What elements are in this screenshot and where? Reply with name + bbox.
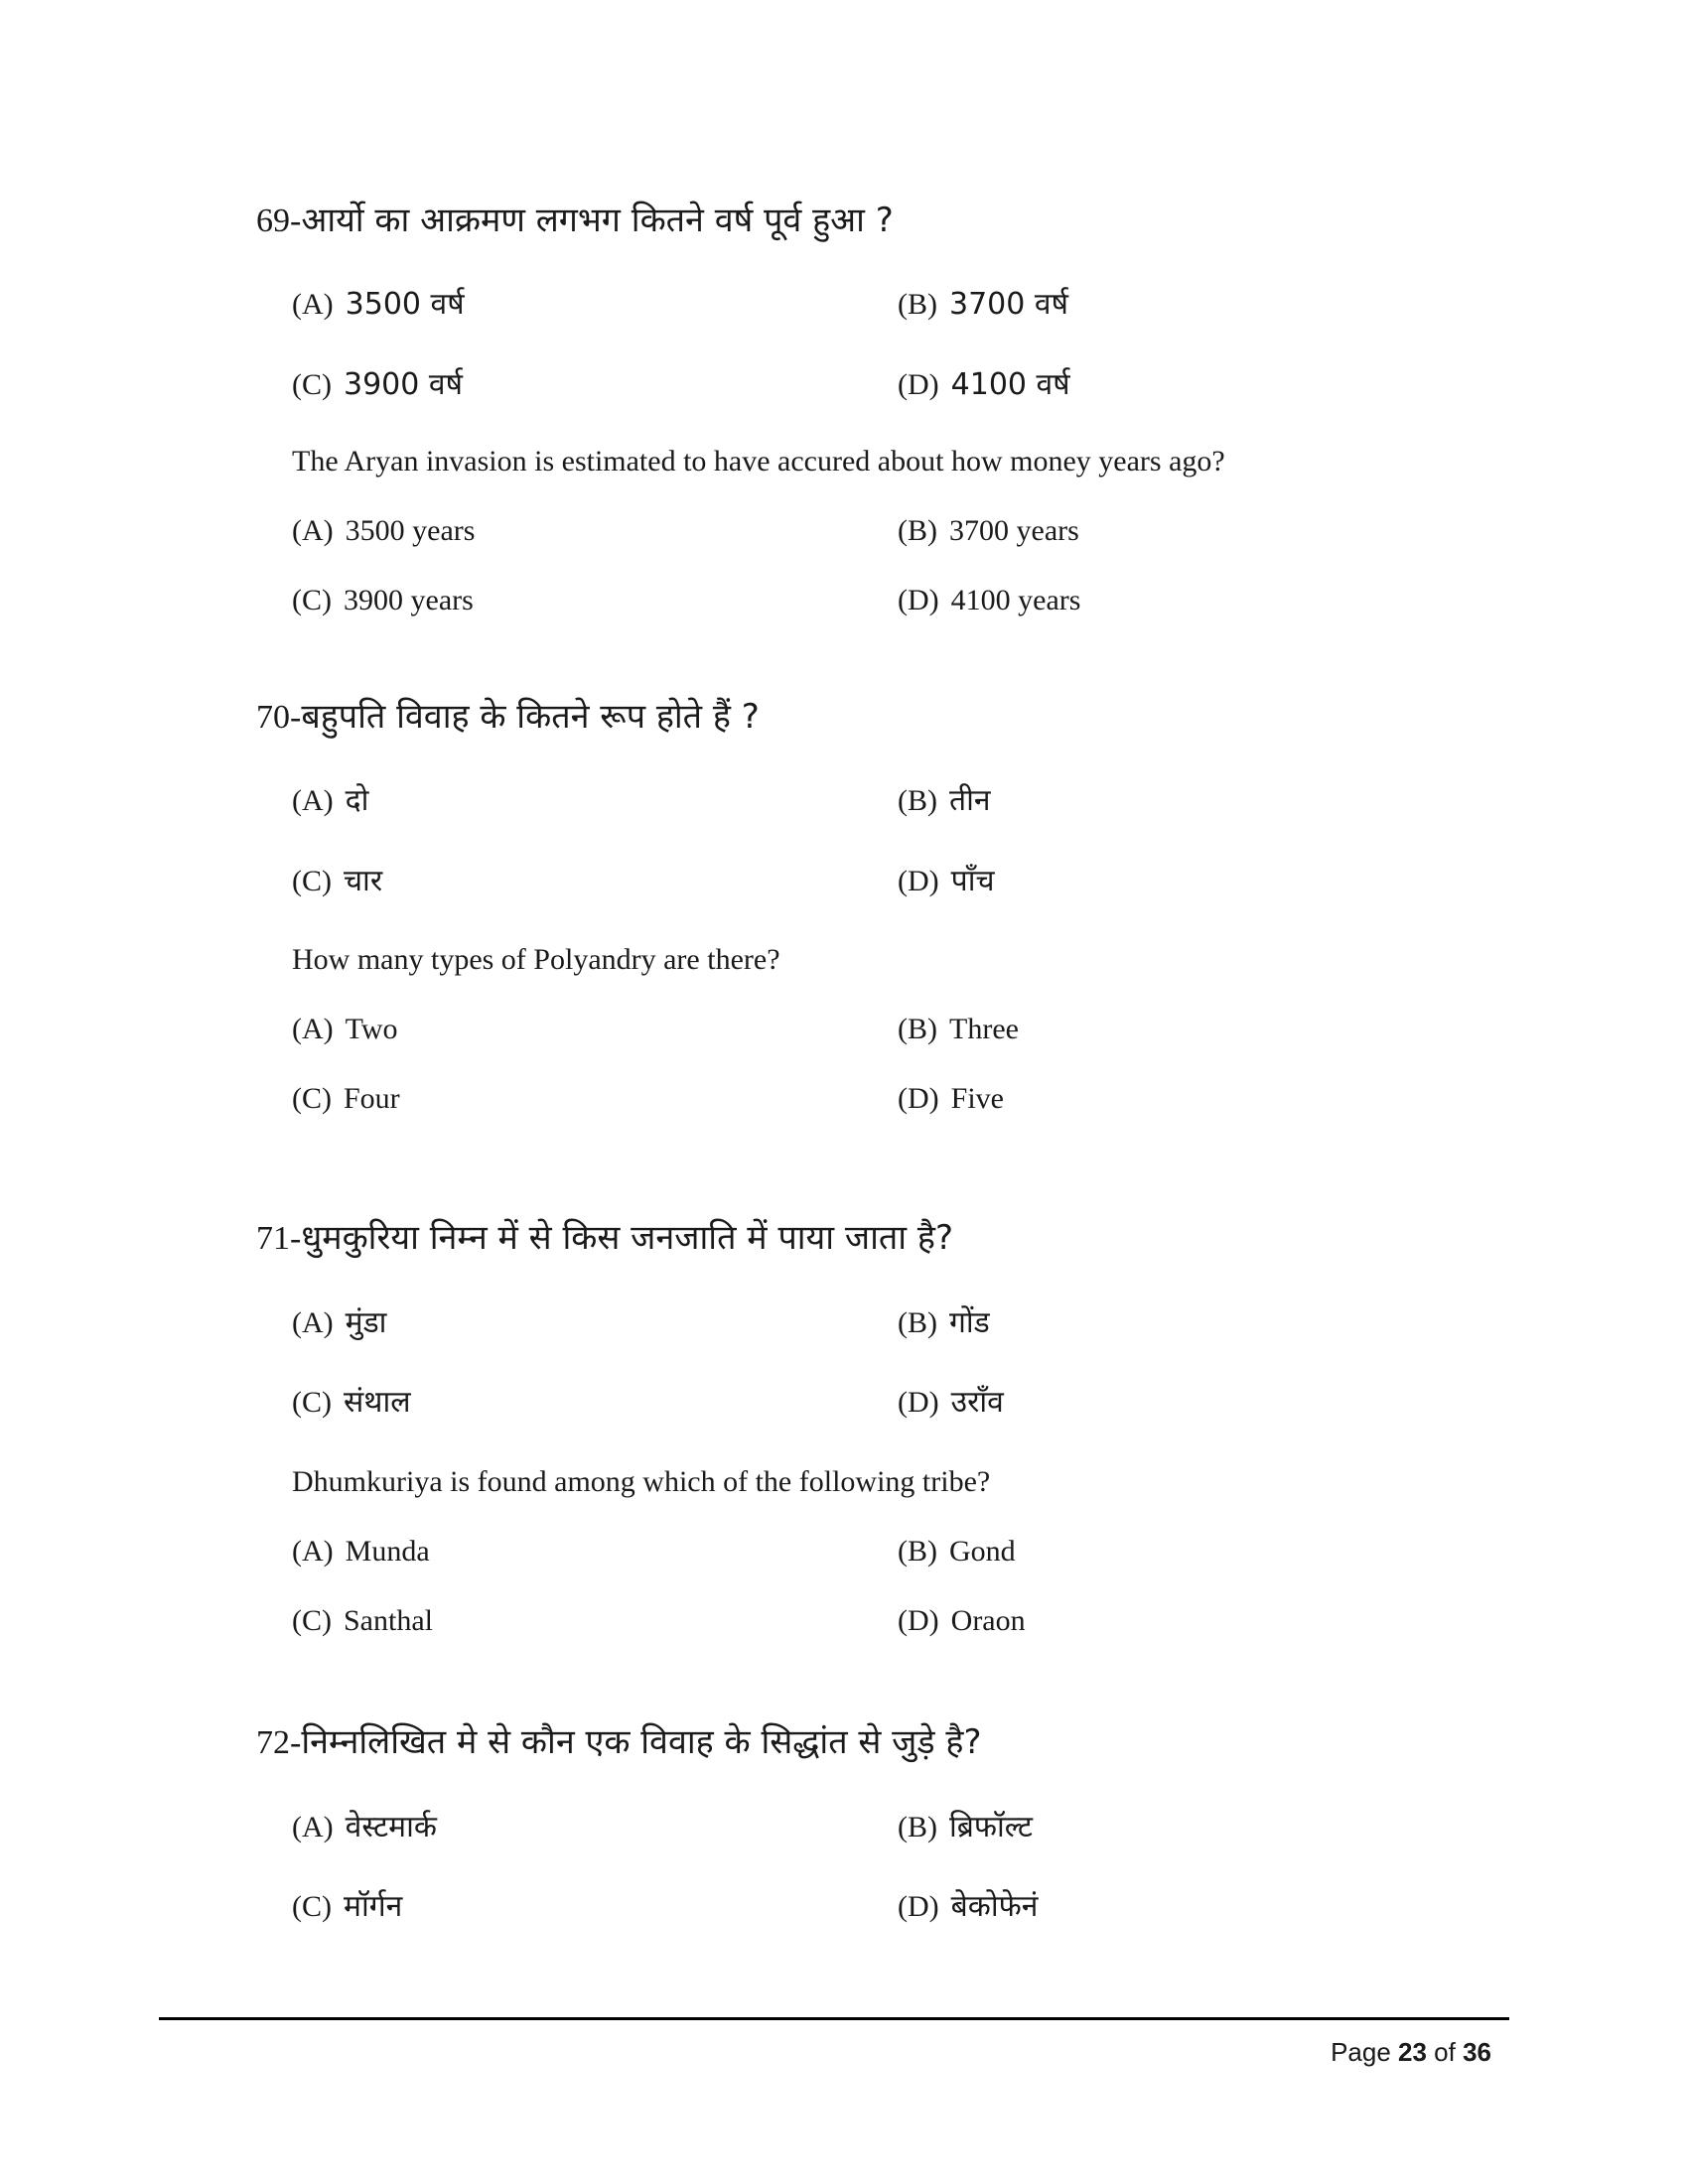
option-letter: (D) (898, 1604, 939, 1637)
page-number (1331, 2037, 1491, 2068)
option-b (898, 1305, 990, 1340)
question-number: 69- (256, 203, 302, 239)
option-letter: (A) (292, 1535, 334, 1568)
option-letter: (D) (898, 584, 939, 616)
question-70-hindi (256, 697, 760, 737)
current-page: 23 (1398, 2037, 1427, 2067)
option-c (292, 1889, 403, 1924)
option-text: ब्रिफॉल्ट (949, 1810, 1033, 1844)
option-text: 4100 वर्ष (950, 367, 1070, 402)
option-b (898, 1537, 1016, 1567)
option-a (292, 1305, 387, 1340)
option-letter: (A) (292, 1013, 334, 1045)
total-pages: 36 (1463, 2037, 1491, 2067)
option-c (292, 1606, 433, 1636)
option-text: 3900 years (344, 584, 474, 616)
option-text: Five (950, 1082, 1004, 1115)
option-a (292, 287, 465, 322)
option-d (898, 1084, 1004, 1114)
question-69-hindi (256, 201, 894, 240)
option-d (898, 1385, 1004, 1420)
option-d (898, 586, 1080, 615)
option-text: तीन (949, 783, 991, 818)
option-letter: (D) (898, 865, 939, 897)
option-letter: (C) (292, 1082, 332, 1115)
option-b (898, 1810, 1033, 1844)
option-letter: (B) (898, 1811, 937, 1843)
option-text: दो (345, 783, 369, 818)
option-text: वेस्टमार्क (345, 1810, 437, 1844)
option-letter: (A) (292, 1811, 334, 1843)
option-text: उराँव (950, 1385, 1004, 1420)
option-text: Three (949, 1013, 1019, 1045)
question-text: आर्यो का आक्रमण लगभग कितने वर्ष पूर्व हुआ ? (301, 201, 894, 240)
option-letter: (D) (898, 1082, 939, 1115)
option-a (292, 516, 475, 546)
question-text: धुमकुरिया निम्न में से किस जनजाति में पाया जाता है? (301, 1218, 954, 1258)
question-number: 72- (256, 1724, 302, 1761)
option-text: 3500 वर्ष (345, 287, 465, 322)
option-text: 3700 वर्ष (949, 287, 1068, 322)
option-c (292, 1385, 411, 1420)
option-a (292, 783, 369, 818)
question-number: 71- (256, 1220, 302, 1257)
option-letter: (B) (898, 1306, 937, 1339)
option-c (292, 586, 474, 615)
footer-divider (159, 2017, 1509, 2020)
question-71-hindi (256, 1218, 954, 1258)
option-text: 3700 years (949, 514, 1079, 547)
option-c (292, 864, 383, 898)
option-text: 3500 years (345, 514, 476, 547)
option-text: Munda (345, 1535, 430, 1568)
option-letter: (B) (898, 784, 937, 817)
option-text: Four (344, 1082, 400, 1115)
option-text: बेकोफेनं (950, 1889, 1039, 1924)
question-71-english: Dhumkuriya is found among which of the following tribe? (292, 1465, 991, 1498)
option-letter: (C) (292, 368, 332, 401)
option-letter: (B) (898, 1535, 937, 1568)
question-text: निम्नलिखित मे से कौन एक विवाह के सिद्धांत से जुड़े है? (301, 1722, 982, 1762)
option-letter: (B) (898, 1013, 937, 1045)
option-a (292, 1537, 430, 1567)
option-letter: (C) (292, 1604, 332, 1637)
option-letter: (D) (898, 1890, 939, 1923)
question-72-hindi (256, 1722, 982, 1762)
option-text: चार (344, 864, 383, 898)
option-c (292, 367, 463, 402)
option-text: 4100 years (950, 584, 1081, 616)
option-text: मुंडा (345, 1305, 387, 1340)
option-text: पाँच (950, 864, 995, 898)
option-b (898, 516, 1079, 546)
option-letter: (A) (292, 514, 334, 547)
option-b (898, 783, 991, 818)
option-letter: (C) (292, 584, 332, 616)
option-c (292, 1084, 400, 1114)
option-text: Oraon (950, 1604, 1026, 1637)
option-letter: (B) (898, 288, 937, 321)
option-letter: (A) (292, 784, 334, 817)
option-letter: (D) (898, 1386, 939, 1419)
option-text: मॉर्गन (344, 1889, 403, 1924)
page-prefix: Page (1331, 2037, 1399, 2067)
option-text: 3900 वर्ष (344, 367, 463, 402)
page-of: of (1426, 2037, 1464, 2067)
option-text: संथाल (344, 1385, 411, 1420)
option-letter: (B) (898, 514, 937, 547)
question-69-english: The Aryan invasion is estimated to have accured about how money years ago? (292, 445, 1225, 478)
option-a (292, 1015, 398, 1044)
option-a (292, 1810, 437, 1844)
option-b (898, 287, 1068, 322)
question-70-english: How many types of Polyandry are there? (292, 943, 780, 976)
option-letter: (A) (292, 288, 334, 321)
option-b (898, 1015, 1019, 1044)
option-text: गोंड (949, 1305, 990, 1340)
option-text: Santhal (344, 1604, 433, 1637)
option-d (898, 864, 995, 898)
option-d (898, 1606, 1026, 1636)
option-letter: (D) (898, 368, 939, 401)
option-d (898, 367, 1070, 402)
question-number: 70- (256, 699, 302, 736)
option-letter: (A) (292, 1306, 334, 1339)
option-letter: (C) (292, 1890, 332, 1923)
option-text: Gond (949, 1535, 1016, 1568)
option-d (898, 1889, 1039, 1924)
option-text: Two (345, 1013, 398, 1045)
question-text: बहुपति विवाह के कितने रूप होते हैं ? (301, 697, 760, 737)
option-letter: (C) (292, 1386, 332, 1419)
option-letter: (C) (292, 865, 332, 897)
